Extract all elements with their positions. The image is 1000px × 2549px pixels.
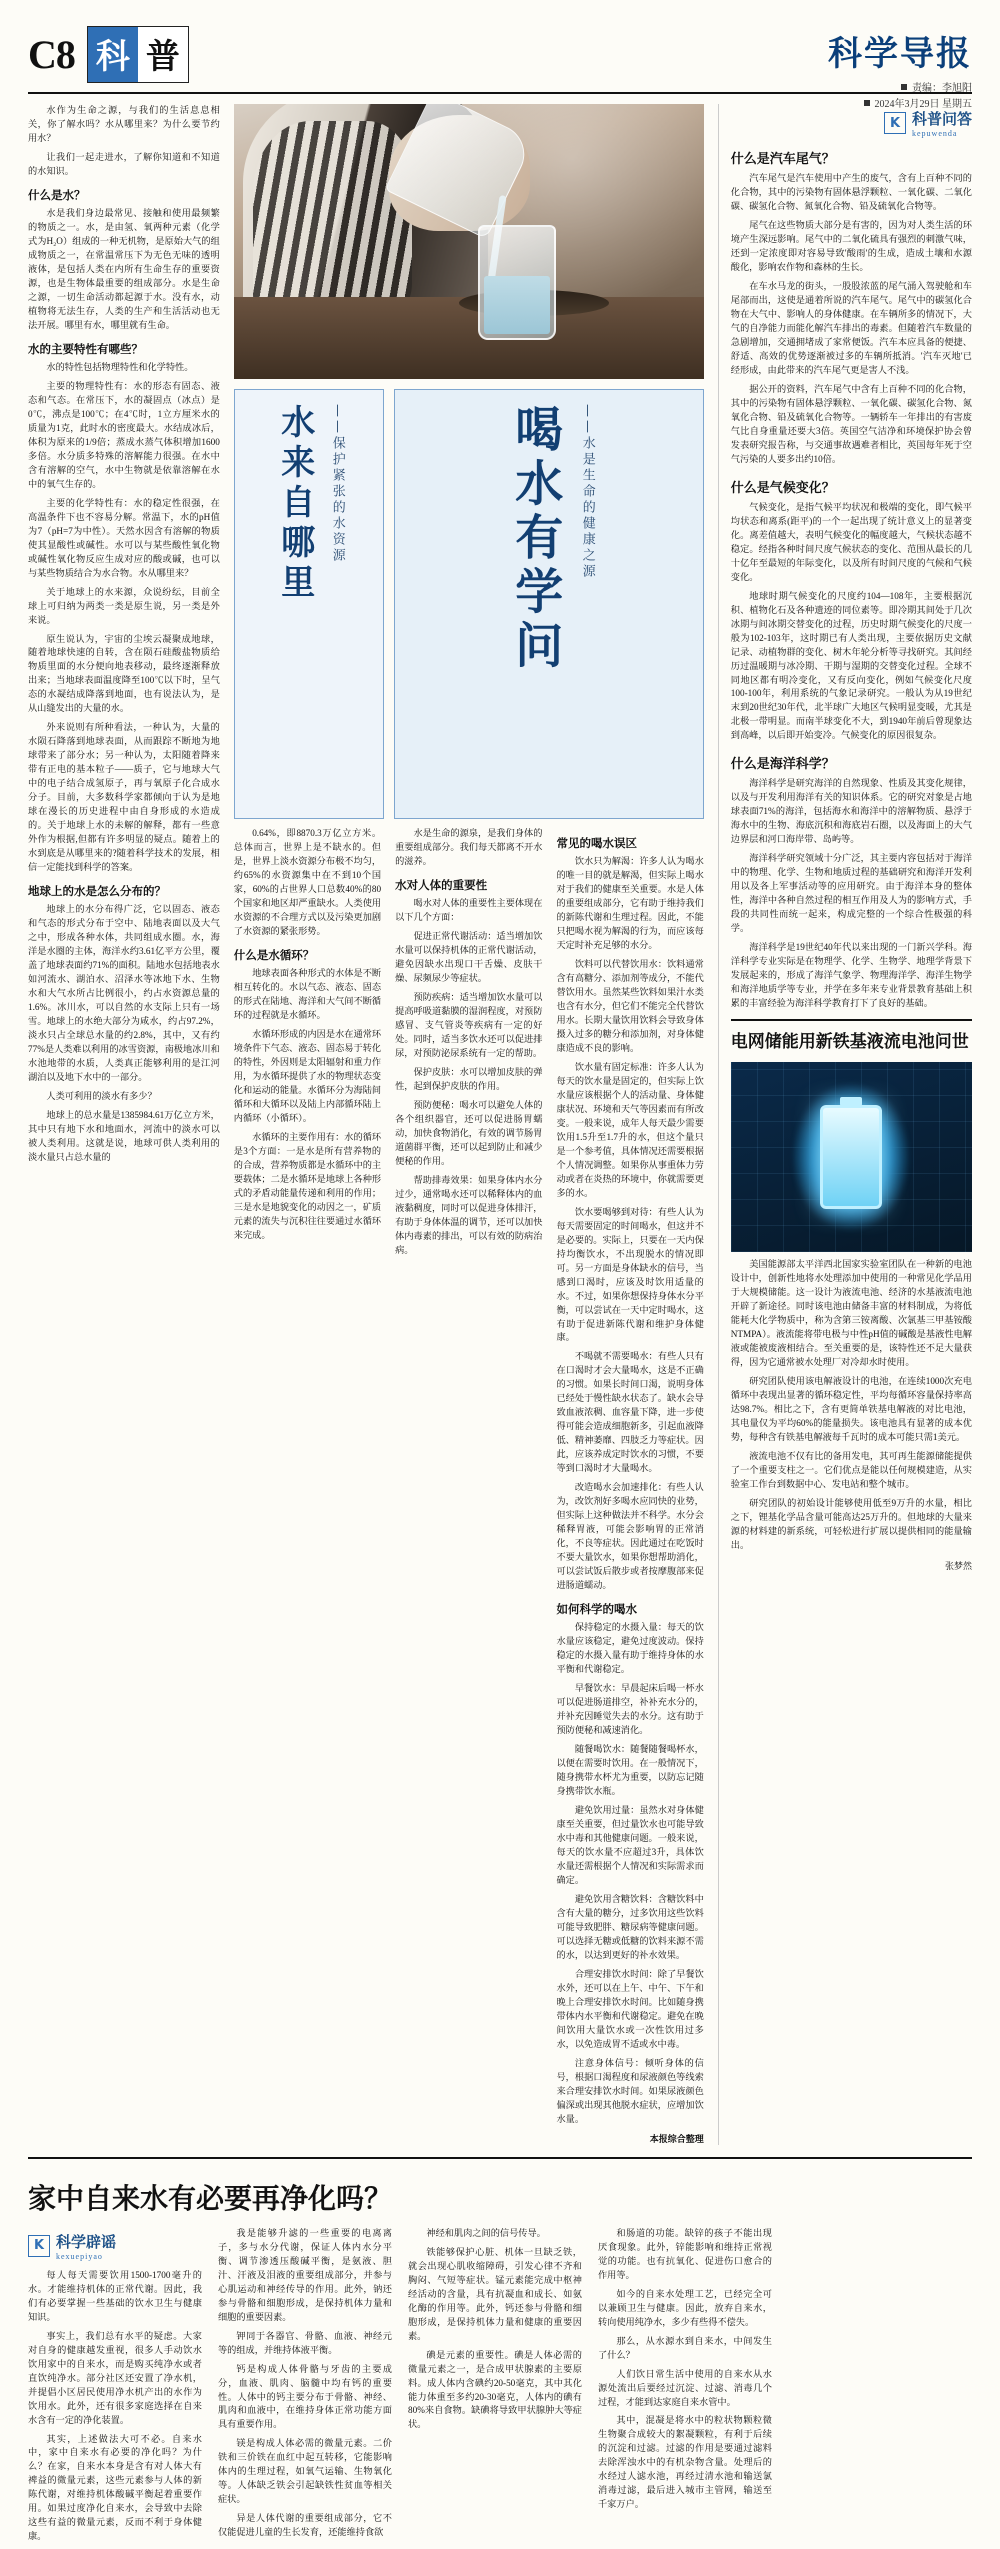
para: 喝水对人体的重要性主要体现在以下几个方面： [395,897,543,922]
para: 主要的物理特性有：水的形态有固态、液态和气态。在常压下，水的凝固点（冰点）是0℃，沸点是100℃；在4℃时，1立方厘米水的质量为1克，此时水的密度最大。水结成冰后，体积为原来的1/9倍；蒸成水蒸气体积增加1600多倍。水分质多特殊的溶解能力很强。在水中含有溶解的空气，水中生物就是依靠溶解在水中的氧气生存的。 [28,380,220,489]
para: 其实，上述做法大可不必。自来水中，家中自来水有必要的净化吗？为什么？在家，自来水本身是含有对人体大有裨益的微量元素，这些元素参与人体的新陈代谢，对维持机体酸碱平衡起着重要作用。如果过度净化自来水，会导致中去除这些有益的微量元素，反而不利于身体健康。 [28,2433,202,2542]
question-climate-change: 什么是气候变化？ [730,480,835,496]
para: 碘是元素的重要性。碘是人体必需的微量元素之一，是合成甲状腺素的主要原料。成人体内含碘约20-50毫克，其中其化能力体重至多约20-30毫克，人体内的碘有80%来自食物。缺碘将导致甲状腺肿大等症状。 [408,2349,582,2430]
para: 避免饮用过量：虽然水对身体健康至关重要，但过量饮水也可能导致水中毒和其他健康问题。一般来说，每天的饮水量不应超过3升，具体饮水量还需根据个人情况和实际需求而确定。 [556,1805,704,1885]
masthead [28,0,972,110]
headline-area [234,389,704,819]
para: 饮料可以代替饮用水：饮料通常含有高糖分、添加剂等成分，不能代替饮用水。虽然某些饮料如果汁水类也含有水分，但它们不能完全代替饮用水。长期大量饮用饮料会导致身体摄入过多的糖分和添加剂，对身体健康造成不良的影响。 [556,958,704,1053]
middle-subcol-1 [234,827,381,2145]
bottom-article-columns [28,2227,972,2549]
heading-water-properties: 水的主要特性有哪些？ [28,343,143,356]
para: 地球表面各种形式的水体是不断相互转化的。水以气态、液态、固态的形式在陆地、海洋和大气间不断循环的过程就是水循环。 [233,967,382,1020]
headline-main: 喝水有学问 [506,404,563,674]
middle-subcol-2 [395,827,542,2145]
qa-section-badge [731,108,972,138]
para: 地球时期气候变化的尺度约104—108年，主要根据沉积、植物化石及各种遗迹的同位素等。即冷期其间处于几次冰期与间冰期交替变化的过程，历史时期气候变化的尺度一般为102-103年，这时期已有人类出现，主要依据历史文献记录、动植物群的变化、树木年轮分析等寻找研究。其间经历过温暖期与冰冷期、干期与湿期的交替变化过程。全球不同地区都有明冷变化，又有反向变化，例如气候变化尺度100-100年，利用系统的气象记录研究。一般认为从19世纪末到20世纪30年代，北半球广大地区气候明显变暖，尤其是北极一带明显。而南半球变化不大，到1940年前后曾现象达到高峰，以后即开始变冷。气候变化的原因很复杂。 [730,590,972,741]
news-headline: 电网储能用新铁基液流电池问世 [730,1032,969,1053]
headline-main-box [394,389,704,819]
para: 合理安排饮水时间：除了早餐饮水外，还可以在上午、中午、下午和晚上合理安排饮水时间。比如随身携带体内水平衡和代谢稳定。避免在晚间饮用大量饮水或一次性饮用过多水，以免造成胃不适或水中毒。 [556,1968,704,2049]
para: 保护皮肤：水可以增加皮肤的弹性，起到保护皮肤的作用。 [395,1066,543,1091]
para: 异是人体代谢的重要组成部分，它不仅能促进儿童的生长发育，还能维持食欲 [218,2513,392,2538]
para: 水循环的主要作用有：水的循环是3个方面：一是水是所有营养物的的合成，营养物质都是水循环中的主要载体；二是水循环是地球上各种形式的矛盾动能量传递和利用的作用；三是水是地貌变化的动因之一，矿质元素的流失与沉积往往要通过水循环来完成。 [233,1131,382,1240]
news-byline: 张梦然 [944,1560,972,1571]
para: 镁是构成人体必需的微量元素。二价铁和三价铁在血红中起互转移，它能影响体内的生理过程，如氧气运输、生物氧化等。人体缺乏铁会引起缺铁性贫血等相关症状。 [218,2438,392,2505]
para: 钾同于各器官、骨骼、血液、神经元等的组成，并维持体液平衡。 [218,2330,392,2355]
masthead-right [828,26,972,113]
masthead-left [28,26,189,83]
para: 如今的自来水处理工艺，已经完全可以兼顾卫生与健康。因此，放弃自来水，转向使用纯净水，多少有些得不偿失。 [598,2288,772,2327]
piyao-badge-title: 科学辟谣 [56,2232,117,2251]
bottom-col-2 [218,2227,392,2549]
headline-main-sub: ——水是生命的健康之源 [579,404,595,580]
bottom-article-title: 家中自来水有必要再净化吗？ [28,2181,393,2215]
para: 水的特性包括物理特性和化学特性。 [46,361,194,372]
para: 汽车尾气是汽车使用中产生的废气，含有上百种不同的化合物，其中的污染物有固体悬浮颗粒、一氧化碳、二氧化碳、碳氢化合物、氮氧化合物、铅及硫氧化合物等。 [730,173,972,211]
heading-what-is-water: 什么是水？ [28,189,86,202]
para: 水循环形成的内因是水在通常环境条件下气态、液态、固态易于转化的特性，外因则是太阳辐射和重力作用，为水循环提供了水的物理状态变化和运动的能量。水循环分为海陆间循环和大循环以及陆上内部循环陆上内循环（小循环）。 [233,1028,382,1123]
lead-paragraph-2: 让我们一起走进水，了解你知道和不知道的水知识。 [28,151,220,176]
column-right [718,104,972,2145]
headline-secondary: 水来自哪里 [274,404,315,604]
heading-drinking-misconceptions: 常见的喝水误区 [556,838,637,850]
hero-photo-pouring-water [234,104,704,379]
para: 改造喝水会加速排化：有些人认为，改饮剂好多喝水应同快的业势，但实际上这种做法并不科学。水分会稀释胃液，可能会影响胃的正常消化，不良等症状。因此通过在吃饭时不要大量饮水，如果你想帮助消化，可以尝试饭后散步或者按摩腹部来促进肠道蠕动。 [556,1482,704,1591]
heading-water-distribution: 地球上的水是怎么分布的？ [28,886,166,899]
article-source: 本报综合整理 [649,2133,704,2144]
page-number: C8 [28,32,75,77]
para: 水是生命的源泉，是我们身体的重要组成部分。我们每天都离不开水的滋养。 [395,828,543,866]
para: 研究团队使用该电解液设计的电池，在连续1000次充电循环中表现出显著的循环稳定性，平均每循环容量保持率高达98.7%。相比之下，含有更简单铁基电解液的对比电池，其电量仅为平均60%的能量损失。该电池具有显著的成本优势，每种含有铁基电解液每千瓦时的成本可能只需1美元。 [730,1375,972,1442]
heading-water-cycle: 什么是水循环？ [233,949,315,962]
para: 0.64%，即8870.3万亿立方米。总体而言，世界上是不缺水的。但是，世界上淡水资源分布极不均匀，约65%的水资源集中在不到10个国家，60%的占世界人口总数40%的80个国家和地区却严重缺水。人类使用水资源的不合理方式以及污染更加剧了水资源的紧张形势。 [233,828,382,936]
column-left [28,104,220,2145]
news-divider [731,1019,972,1021]
para: 钙是构成人体骨骼与牙齿的主要成分，血液、肌肉、脑髓中均有钙的重要性。人体中的钙主要分布于骨骼、神经、肌肉和血液中，在维持身体正常功能方面具有重要作用。 [218,2363,392,2430]
heading-importance-of-water: 水对人体的重要性 [395,879,488,892]
question-car-exhaust: 什么是汽车尾气？ [730,152,835,167]
heading-how-to-drink: 如何科学的喝水 [556,1604,637,1617]
para: 饮水量有固定标准：许多人认为每天的饮水量是固定的，但实际上饮水量应该根据个人的活动量、身体健康状况、环境和天气等因素而有所改变。一般来说，成年人每天最少需要饮用1.5升至1.7升的水，但这个量只是一个参考值，具体情况还需要根据个人情况调整。如果你从事重体力劳动或者在炎热的环境中，你就需要更多的水。 [556,1061,704,1198]
bottom-col-4 [598,2227,772,2549]
middle-subcolumns [234,827,704,2145]
section-char-1: 科 [88,27,138,82]
para: 研究团队的初始设计能够使用低至9万升的水量，相比之下，锂基化学品含量可能高达25万升的。但地球的大量来源的材料建的新系统，可轻松进行扩展以提供相同的能量输出。 [730,1497,972,1550]
para: 和肠道的功能。缺锌的孩子不能出现厌食现象。此外，锌能影响和维持正常视觉的功能。也有抗氧化、促进伤口愈合的作用等。 [598,2227,772,2280]
qa-badge-title: 科普问答 [911,110,972,128]
bottom-article [28,2157,972,2549]
para: 关于地球上的水来源，众说纷纭，目前全球上可归纳为两类一类是原生说，另一类是外来说。 [28,586,220,625]
para: 美国能源部太平洋西北国家实验室团队在一种新的电池设计中，创新性地将水处理添加中使用的一种常见化学品用于大规模储能。这一设计为液流电池、经济的水基液流电池开辟了新途径。同时该电池由储备丰富的材料制成，为将低能耗大化学物质中，称为含第三铵离酸、次氯基三甲基铵酸NTMPA）。液流能将带电极与中性pH值的碱酸是基液性电解液或能被废液相结合。至关重要的是，该特性还不足大量获得，因为它通常被水处理厂对冷却水时使用。 [730,1259,972,1367]
para: 注意身体信号：倾听身体的信号，根据口渴程度和尿液颜色等线索来合理安排饮水时间。如果尿液颜色偏深或出现其他脱水症状，应增加饮水量。 [556,2057,704,2124]
para: 每人每天需要饮用1500-1700毫升的水。才能维持机体的正常代谢。因此，我们有必要掌握一些基础的饮水卫生与健康知识。 [28,2269,202,2322]
news-photo-battery [731,1062,972,1252]
para: 海洋科学是19世纪40年代以来出现的一门新兴学科。海洋科学专业实际是在物理学、化学、生物学、地理学背景下发展起来的，形成了海洋气象学、物理海洋学、海洋生物学和海洋地质学等专业，并学在多年来专业背景教育基础上积累的丰富经验为海洋科学教育打下了良好的基础。 [730,942,972,1009]
para: 地球上的水分布得广泛，它以固态、液态和气态的形式分布于空中、陆地表面以及大气之中，形成各种水体，共同组成水圈。水，海洋是水圈的主体，海洋水约3.61亿平方公里，覆盖了地球表面约71%的面积。陆地水包括地表水如河流水、湖泊水、沼泽水等冰地下水、生物水和大气水所占比例很小，约占水资源总量的1.6%。冰川水，可以自然的水支际上只有一场雪。地球上的水绝大部分为咸水，约占97.2%，淡水只占全球总水量的约2.8%，其中，又有约77%是人类难以利用的冰雪资源，南极地冰川和水池地带的水质，人类真正能够利用的是江河湖泊以及地下水中的一部分。 [28,904,220,1083]
column-middle [234,104,704,2145]
qa-badge-pinyin: kepuwenda [911,129,958,138]
bottom-col-3 [408,2227,582,2549]
para: 神经和肌肉之间的信号传导。 [426,2227,546,2238]
para: 人类可利用的淡水有多少？ [46,1091,157,1102]
para: 我是能够升滤的一些重要的电离离子，多与水分代谢，保证人体内水分平衡、调节渗透压酸碱平衡，是氨液、胆汁、汗液及泪液的重要组成部分，并参与心肌运动和神经传导的作用。此外，钠还参与骨骼和细胞形成，是保持机体力量和细胞的重要因素。 [218,2227,392,2322]
para: 海洋科学是研究海洋的自然现象、性质及其变化规律，以及与开发利用海洋有关的知识体系。它的研究对象是占地球表面71%的海洋，包括海水和海洋中的溶解物质、悬浮于海水中的生物、海底沉积和海底岩石圈，以及海面上的大气边界层和河口海岸带、岛屿等。 [730,778,972,845]
para: 保持稳定的水摄入量：每天的饮水量应该稳定，避免过度波动。保持稳定的水摄入量有助于维持身体的水平衡和代谢稳定。 [556,1622,704,1675]
section-badge [87,26,189,83]
para: 饮水只为解渴：许多人认为喝水的唯一目的就是解渴，但实际上喝水对于我们的健康至关重要。水是人体的重要组成部分，它有助于维持我们的新陈代谢和生理过程。因此，不能只把喝水视为解渴的行为，而应该每天定时补充足够的水分。 [556,856,704,950]
editor-line: 责编：李旭阳 [912,83,972,94]
para: 外来说则有所种看法，一种认为，大量的水陨石降落到地球表面，从而跟踪不断地为地球带来了部分水；另一种认为，太阳随着降来带有正电的基本粒子——质子，它与地球大气中的电子结合成氢原子，再与氧原子化合成水分子。目前，大多数科学家都倾向于认为是地球在漫长的历史进程中由自身形成的水造成的。关于地球上水的未解的解释，都有一些意外作为根据,但都有许多明显的疑点。随着上的水到底是从哪里来的?随着科学技术的发展，相信一定能找到科学的答案。 [28,722,220,873]
para: 随餐喝饮水：随餐随餐喝杯水，以便在需要时饮用。在一般情况下，随身携带水杯尤为重要，以防忘记随身携带饮水瓶。 [556,1744,704,1797]
k-logo-icon: K [28,2235,50,2257]
para: 早餐饮水：早晨起床后喝一杯水可以促进肠道排空，补补充水分的，并补充因睡觉失去的水分。这有助于预防便秘和减速消化。 [556,1683,704,1736]
para: 海洋科学研究领域十分广泛，其主要内容包括对于海洋中的物理、化学、生物和地质过程的基础研究和海洋开发利用以及各上军事活动等的应用研究。由于海洋本身的整体性，海洋中各种自然过程的相互作用及人为的影响方式，手段的共同性而统一起来，构成完整的一个综合性极强的科学。 [730,853,972,934]
para: 帮助排毒效果：如果身体内水分过少，通常喝水还可以稀释体内的血液黏稠度，同时可以促进身体排汗，有助于身体体温的调节，还可以加快体内毒素的排出，可以有效的防病治病。 [395,1174,543,1255]
para: 那么，从水源水到自来水，中间发生了什么？ [598,2335,772,2360]
para: 气候变化，是指气候平均状况和极端的变化，即气候平均状态和离系(距平)的一个一起出现了统计意义上的显著变化。离差值越大，表明气候变化的幅度越大，气候状态越不稳定。经指各种时间尺度气候状态的变化、范围从最长的几十亿年至最短的年际变化，以及所有时间尺度的气候和气候变化。 [730,501,972,582]
headline-secondary-box [234,389,384,819]
date-line: 2024年3月29日 星期五 [874,99,972,110]
para: 不喝就不需要喝水：有些人只有在口渴时才会大量喝水，这是不正确的习惯。如果长时间口渴，说明身体已经处于慢性缺水状态了。缺水会导致血液浓稠、血容量下降，进一步使得可能会造成细胞新多，引起血液降低、精神萎靡、四肢乏力等症状。因此，应该养成定时饮水的习惯，不要等到口渴时才大量喝水。 [556,1351,704,1474]
para: 铁能够保护心脏、机体一旦缺乏铁，就会出现心肌收缩障碍，引发心律不齐和胸闷、气短等症状。锰元素能完成中枢神经活动的含量，具有抗凝血和成长、如氨化酶的作用等。此外，钙还参与骨骼和细胞形成，是保持机体力量和健康的重要因素。 [408,2246,582,2341]
para: 原生说认为，宇宙的尘埃云凝聚成地球，随着地球快速的自转，含在陨石硅酸盐物质给物质里面的水分便向地表移动，最终逐渐释放出来；当地球表面温度降至100℃以下时，呈气态的水凝结成降落到地面，也有说法认为，是从山缝发出的大量的水。 [28,633,220,714]
middle-subcol-3 [556,827,703,2145]
para: 尾气在这些物质大部分是有害的，因为对人类生活的环境产生深远影响。尾气中的二氧化硫具有强烈的刺激气味，还到一定浓度即对容易导致'酸雨'的生成，造成土壤和水源酸化，影响农作物和森林的生长。 [730,219,972,272]
para: 预防疾病：适当增加饮水量可以提高呼吸道黏膜的湿润程度，对预防感冒、支气管炎等疾病有一定的好处。同时，适当多饮水还可以促进排尿，对预防泌尿系统有一定的帮助。 [395,991,543,1058]
square-bullet-icon [901,84,907,90]
headline-secondary-sub: ——保护紧张的水资源 [329,404,345,564]
piyao-badge [28,2231,202,2261]
para: 避免饮用含糖饮料：含糖饮料中含有大量的糖分，过多饮用这些饮料可能导致肥胖、糖尿病等健康问题。可以选择无糖或低糖的饮料来源不需的水，以达到更好的补水效果。 [556,1893,704,1960]
para: 促进正常代谢活动：适当增加饮水量可以保持机体的正常代谢活动，避免因缺水出现口干舌燥、皮肤干燥、尿频尿少等症状。 [395,930,543,983]
piyao-badge-pinyin: kexuepiyao [56,2251,103,2261]
para: 在车水马龙的街头，一股股浓蓝的尾气涌入驾驶舱和车尾部而出，这使是通着所说的汽车尾气。尾气中的碳氢化合物在大气中、影响人的身体健康。在车辆所多的情况下，大气的自净能力而能化解汽车排出的毒素。但随着汽车数量的急剧增加，交通拥堵成了家常便饭。汽车本应具备的便捷、舒适、高效的优势逐渐被过多的车辆所抵消。'汽车灭地'已经形成，由此带来的汽车尾气更是害人不浅。 [730,280,972,375]
para: 据公开的资料，汽车尾气中含有上百种不同的化合物，其中的污染物有固体悬浮颗粒、一氧化碳、碳氢化合物、氮氧化合物、铅及硫氧化合物等。一辆轿车一年排出的有害废气比自身重量还要大3倍。英国空气洁净和环境保护协会曾发表研究报告称，与交通事故遇难者相比，英国每年死于空气污染的人要多出约10倍。 [730,383,972,464]
para: 水是我们身边最常见、接触和使用最频繁的物质之一。水，是由氢、氧两种元素（化学式为H₂O）组成的一种无机物，是原始大气的组成物质之一，在常温常压下为无色无味的透明液体，是包括人类在内所有生命生存的重要资源，也是生物体最重要的组成部分。水是生命之源，一切生命活动都起源于水。没有水，动植物将无法生存，人类的生产和生活活动也无法开展。哪里有水，哪里就有生命。 [28,207,220,330]
para: 事实上，我们总有水平的疑虑。大家对自身的健康越发重视，很多人手动饮水饮用家中的自来水，而是购买纯净水或者直饮纯净水。部分社区还安置了净水机，并提倡小区居民使用净水机产出的水作为饮用水。此外，还有很多家庭选择在自来水含有一定的净化装置。 [28,2330,202,2425]
para: 地球上的总水量是1385984.61万亿立方米，其中只有地下水和地面水，河流中的淡水可以被人类利用。这就是说，地球可供人类利用的淡水量只占总水量的 [28,1110,220,1162]
section-char-2: 普 [138,27,188,82]
lead-paragraph-1: 水作为生命之源，与我们的生活息息相关，你了解水吗？水从哪里来？为什么要节约用水？ [28,105,220,143]
para: 其中，混凝是将水中的粒状物颗粒微生物聚合成较大的絮凝颗粒，有利于后续的沉淀和过滤。过滤的作用是要通过滤料去除浑浊水中的有机杂物含量。处理后的水经过人滤水池，再经过清水池和输送氯消毒过滤，最后进入城市主管网，输送至千家万户。 [598,2415,772,2510]
paper-title: 科学导报 [828,34,972,74]
k-logo-icon: K [884,112,906,134]
para: 人们饮日常生活中使用的自来水从水源处流出后要经过沉淀、过滤、消毒几个过程，才能到达家庭自来水管中。 [598,2368,772,2407]
para: 主要的化学特性有：水的稳定性很强，在高温条件下也不容易分解。常温下，水的pH值为7（pH=7为中性）。天然水因含有溶解的物质使其显酸性或碱性。水可以与某些酸性氧化物或碱性氧化物反应生成对应的酸或碱，也可以与某些物质结合为水合物。水从哪里来？ [28,497,220,578]
para: 液流电池不仅有比的备用发电，其可再生能源储能提供了一个重要支柱之一。它们优点是能以任何规模建造，从实验室工作台到数据中心、发电站和整个城市。 [730,1450,972,1489]
content-columns [28,104,972,2145]
question-marine-science: 什么是海洋科学？ [730,757,835,773]
para: 饮水要喝够到对待：有些人认为每天需要固定的时间喝水，但这并不是必要的。实际上，只要在一天内保持均衡饮水，不出现脱水的情况即可。另一方面是身体缺水的信号，当感到口渴时，应该及时饮用适量的水。不过，如果你想保持身体水分平衡，可以尝试在一天中定时喝水，这有助于促进新陈代谢和维护身体健康。 [556,1206,704,1343]
para: 预防便秘：喝水可以避免人体的各个组织器官，还可以促进肠胃蠕动，加快食物消化，有效的调节肠胃道菌群平衡，还可以起到防止和减少便秘的作用。 [395,1099,543,1166]
bottom-col-1 [28,2227,202,2549]
